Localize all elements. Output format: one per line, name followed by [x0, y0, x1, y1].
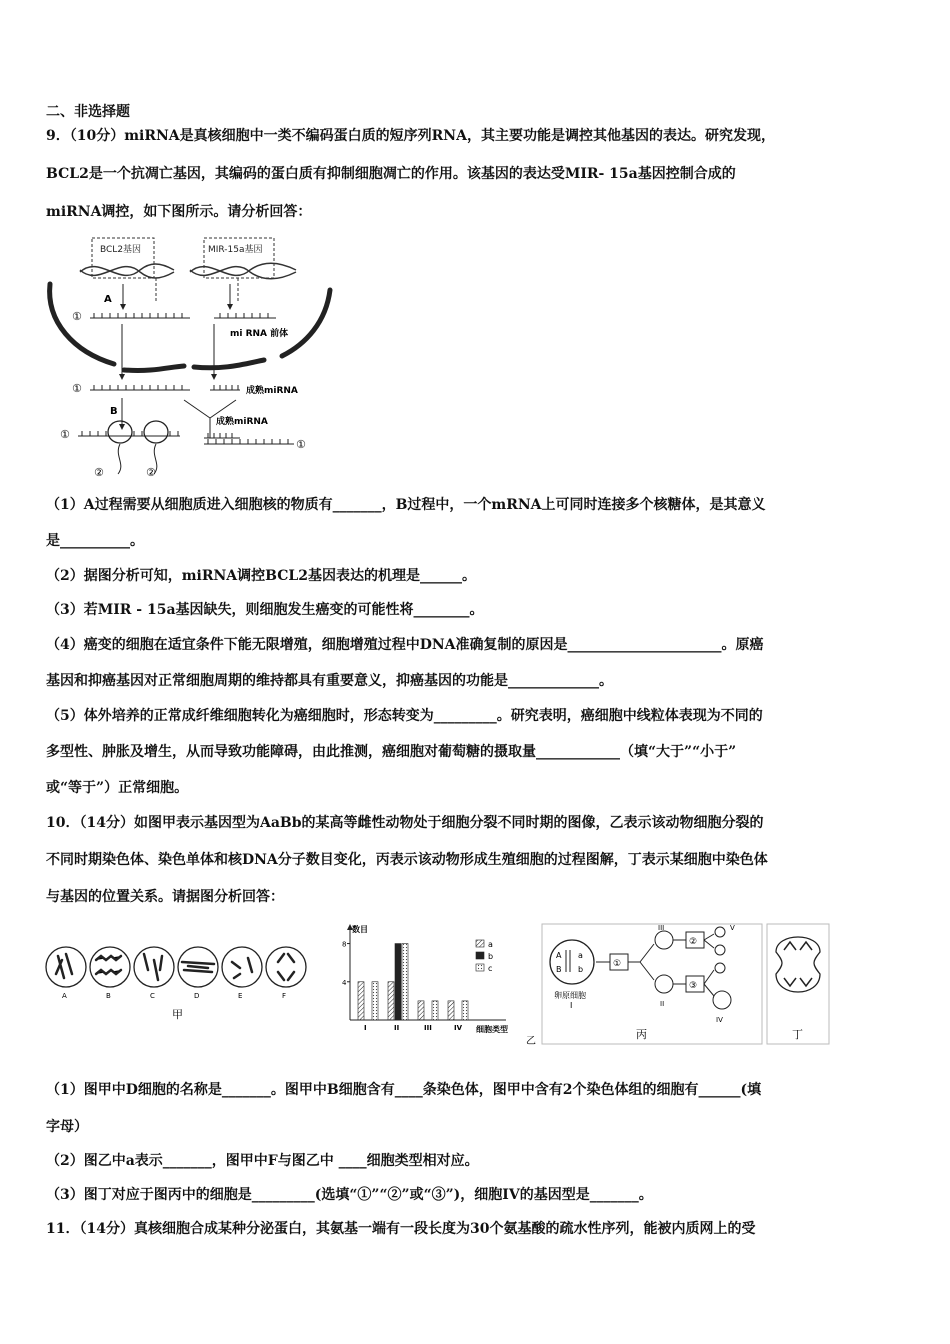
circle-two-b: ②: [146, 466, 156, 479]
roman-iii: III: [658, 924, 665, 932]
cell-label-b: B: [106, 992, 111, 1000]
ribosome-2: [144, 421, 168, 443]
x-tick-II: II: [394, 1024, 400, 1032]
fig-yi-bar-chart: [330, 922, 540, 1046]
svg-text:b: b: [578, 965, 584, 974]
q10-stem-line2: 不同时期染色体、染色单体和核DNA分子数目变化，丙表示该动物形成生殖细胞的过程图解，丁表示某细胞中染色体: [46, 852, 768, 868]
mature-mirna-label-2: 成熟miRNA: [216, 417, 268, 427]
circle-one-c: ①: [60, 428, 70, 441]
q9-part2: （2）据图分析可知，miRNA调控BCL2基因表达的机理是______。: [46, 568, 476, 584]
section-title: 二、非选择题: [46, 104, 130, 120]
fig-ding-chromosomes: [766, 922, 830, 1046]
circle-one-b: ①: [72, 382, 82, 395]
bar-b-II: [395, 944, 401, 1020]
q9-part1-line1: （1）A过程需要从细胞质进入细胞核的物质有_______，B过程中，一个mRNA上可同时连接多个核糖体，是其意义: [46, 497, 766, 513]
q9-part5-line3: 或“等于”）正常细胞。: [46, 780, 189, 796]
fig-bing-caption: 丙: [636, 1028, 647, 1041]
bar-a-I: [358, 982, 364, 1020]
q9-part5-line2: 多型性、肿胀及增生，从而导致功能障碍，由此推测，癌细胞对葡萄糖的摄取量____________（填“大于”“小于”: [46, 744, 737, 760]
chart-xlabel: 细胞类型: [476, 1025, 508, 1034]
chart-caption: 乙: [526, 1036, 536, 1046]
cell-label-a: A: [62, 992, 67, 1000]
fig-bing-oogenesis: [540, 922, 765, 1046]
x-tick-III: III: [424, 1024, 432, 1032]
cell-label-d: D: [194, 992, 200, 1000]
q9-stem-line2: BCL2是一个抗凋亡基因，其编码的蛋白质有抑制细胞凋亡的作用。该基因的表达受MIR- 15a基因控制合成的: [46, 166, 736, 182]
q9-part1-line2: 是__________。: [46, 533, 144, 549]
svg-text:A: A: [556, 951, 562, 960]
q10-part1-line1: （1）图甲中D细胞的名称是_______。图甲中B细胞含有____条染色体，图甲中含有2个染色体组的细胞有______(填: [46, 1082, 762, 1098]
q9-part4-line2: 基因和抑癌基因对正常细胞周期的维持都具有重要意义，抑癌基因的功能是_____________。: [46, 673, 613, 689]
roman-v: V: [730, 924, 735, 932]
q9-stem-line3: miRNA调控，如下图所示。请分析回答：: [46, 204, 312, 220]
legend-swatch-a: [476, 940, 484, 947]
cell-label-c: C: [150, 992, 155, 1000]
circle-one-a: ①: [72, 310, 82, 323]
svg-text:a: a: [578, 951, 583, 960]
nuclear-envelope: [50, 284, 330, 370]
mir15a-gene-box: [204, 238, 274, 278]
bar-c-IV: [462, 1001, 468, 1020]
q10-stem-line1: 10．（14分）如图甲表示基因型为AaBb的某高等雌性动物处于细胞分裂不同时期的图像，乙表示该动物细胞分裂的: [46, 815, 764, 831]
legend-swatch-c: [476, 964, 484, 971]
oogonium-cell: [550, 940, 594, 984]
bar-a-II: [388, 982, 394, 1020]
circle-one-d: ①: [296, 438, 306, 451]
svg-text:B: B: [556, 965, 562, 974]
bar-a-III: [418, 1001, 424, 1020]
roman-ii: II: [660, 1000, 665, 1008]
label-b: B: [110, 406, 118, 417]
step-three: ③: [689, 981, 698, 991]
step-one: ①: [613, 959, 622, 969]
x-tick-I: I: [364, 1024, 367, 1032]
bar-c-II: [402, 944, 408, 1020]
legend-label-a: a: [488, 940, 493, 949]
oogonium-label: 卵原细胞: [554, 991, 586, 1000]
x-tick-IV: IV: [454, 1024, 463, 1032]
q11-stem-line1: 11．（14分）真核细胞合成某种分泌蛋白，其氨基一端有一段长度为30个氨基酸的疏水性序列，能被内质网上的受: [46, 1221, 756, 1237]
q10-part2: （2）图乙中a表示_______，图甲中F与图乙中 ____细胞类型相对应。: [46, 1153, 479, 1169]
legend-label-c: c: [488, 964, 493, 973]
chart-ylabel: 数目: [352, 925, 368, 934]
q10-part3: （3）图丁对应于图丙中的细胞是_________(选填“①”“②”或“③”)，细胞IV的基因型是_______。: [46, 1187, 653, 1203]
fig-jia-cell-division: [44, 940, 314, 1026]
cell-label-e: E: [238, 992, 243, 1000]
bcl2-gene-box: [92, 238, 154, 278]
bar-a-IV: [448, 1001, 454, 1020]
mir15a-gene-label: MIR-15a基因: [208, 245, 263, 255]
y-tick-8: 8: [342, 940, 347, 949]
q9-stem-line1: 9．（10分）miRNA是真核细胞中一类不编码蛋白质的短序列RNA，其主要功能是调控其他基因的表达。研究发现，: [46, 128, 775, 144]
roman-i: I: [570, 1001, 573, 1010]
step-two: ②: [689, 937, 698, 947]
q9-part3: （3）若MIR - 15a基因缺失，则细胞发生癌变的可能性将________。: [46, 602, 484, 618]
cell-label-f: F: [282, 992, 287, 1000]
roman-iv: IV: [716, 1016, 723, 1024]
legend-label-b: b: [488, 952, 494, 961]
q9-part5-line1: （5）体外培养的正常成纤维细胞转化为癌细胞时，形态转变为_________。研究表明，癌细胞中线粒体表现为不同的: [46, 708, 763, 724]
legend-swatch-b: [476, 952, 484, 959]
q9-mirna-figure: [44, 232, 344, 484]
q10-stem-line3: 与基因的位置关系。请据图分析回答：: [46, 889, 284, 905]
circle-two-a: ②: [94, 466, 104, 479]
bar-c-III: [432, 1001, 438, 1020]
bar-c-I: [372, 982, 378, 1020]
q10-part1-line2: 字母）: [46, 1119, 88, 1135]
bcl2-gene-label: BCL2基因: [100, 245, 142, 255]
mirna-precursor-label: mi RNA 前体: [230, 329, 289, 339]
y-tick-4: 4: [342, 978, 347, 987]
label-a: A: [104, 294, 112, 305]
mature-mirna-label-1: 成熟miRNA: [246, 386, 298, 396]
fig-jia-caption: 甲: [172, 1008, 183, 1021]
fig-ding-caption: 丁: [792, 1028, 803, 1041]
q9-part4-line1: （4）癌变的细胞在适宜条件下能无限增殖，细胞增殖过程中DNA准确复制的原因是______________________。原癌: [46, 637, 764, 653]
